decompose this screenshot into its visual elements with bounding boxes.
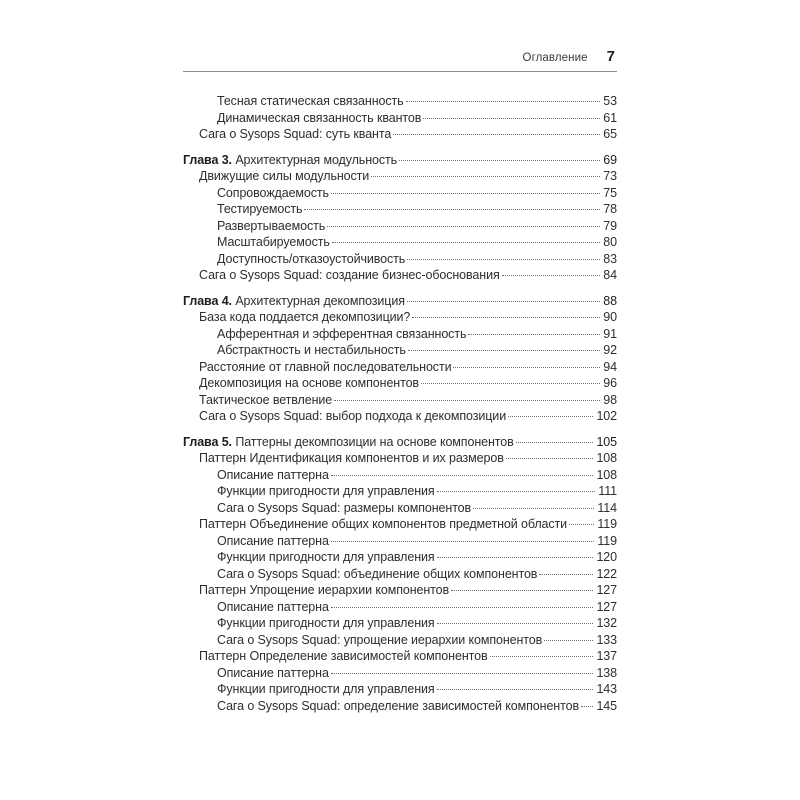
dot-leader	[437, 689, 594, 690]
toc-section	[183, 93, 617, 143]
dot-leader	[423, 118, 600, 119]
toc-entry-title: Описание паттерна	[217, 665, 329, 680]
toc-entry-chapter-label: Глава 5.	[183, 434, 236, 449]
toc-entry-page: 88	[603, 293, 617, 308]
dot-leader	[327, 226, 600, 227]
toc-entry-title: Паттерны декомпозиции на основе компонентов	[235, 434, 514, 449]
toc-entry	[183, 533, 617, 550]
toc-entry-page: 73	[603, 169, 617, 183]
toc-entry-title: База кода поддается декомпозиции?	[199, 310, 411, 324]
dot-leader	[437, 623, 594, 624]
dot-leader	[506, 458, 594, 459]
toc-entry	[183, 483, 617, 500]
toc-entry-page: 108	[596, 451, 617, 465]
dot-leader	[332, 242, 601, 243]
toc-section	[183, 152, 617, 284]
header-rule	[183, 71, 617, 72]
toc-entry-page: 143	[596, 682, 617, 696]
toc-entry	[183, 392, 617, 409]
toc-entry-page: 69	[603, 152, 617, 167]
toc-entry	[183, 326, 617, 343]
toc-entry	[183, 632, 617, 649]
page-content	[183, 48, 617, 714]
dot-leader	[468, 334, 600, 335]
toc-entry-page: 127	[596, 599, 617, 614]
dot-leader	[581, 706, 593, 707]
dot-leader	[371, 176, 600, 177]
toc-entry-title: Сага о Sysops Squad: размеры компонентов	[217, 500, 472, 515]
toc-entry-page: 127	[596, 583, 617, 597]
toc-entry-title: Архитектурная декомпозиция	[235, 293, 405, 308]
dot-leader	[451, 590, 593, 591]
toc-entry-page: 79	[603, 218, 617, 233]
toc-entry-page: 94	[603, 359, 617, 374]
dot-leader	[331, 541, 595, 542]
toc-entry	[183, 93, 617, 110]
toc-entry-page: 138	[596, 665, 617, 680]
toc-entry-title: Сага о Sysops Squad: объединение общих компонентов	[217, 566, 538, 581]
toc-entry-title: Паттерн Определение зависимостей компонентов	[199, 649, 488, 663]
toc-entry	[183, 408, 617, 425]
toc-entry	[183, 152, 617, 169]
dot-leader	[407, 259, 600, 260]
toc-entry-page: 119	[597, 533, 617, 548]
toc-entry-title: Функции пригодности для управления	[217, 484, 435, 498]
dot-leader	[331, 673, 594, 674]
toc-entry-title: Сага о Sysops Squad: выбор подхода к декомпозиции	[199, 409, 507, 423]
dot-leader	[569, 524, 594, 525]
toc-entry	[183, 251, 617, 268]
toc-entry-title: Паттерн Идентификация компонентов и их размеров	[199, 451, 504, 465]
toc-entry	[183, 375, 617, 392]
toc-entry	[183, 309, 617, 326]
toc-entry-page: 78	[603, 202, 617, 216]
toc-entry-page: 102	[596, 409, 617, 423]
toc-entry-chapter-label: Глава 4.	[183, 293, 236, 308]
toc-entry	[183, 566, 617, 583]
dot-leader	[437, 491, 596, 492]
dot-leader	[502, 275, 601, 276]
toc-entry-page: 119	[597, 517, 617, 531]
toc-entry-title: Сопровождаемость	[217, 185, 329, 200]
dot-leader	[304, 209, 600, 210]
dot-leader	[437, 557, 594, 558]
toc-entry-title: Декомпозиция на основе компонентов	[199, 376, 419, 390]
toc-entry-title: Паттерн Упрощение иерархии компонентов	[199, 583, 450, 597]
toc-entry	[183, 201, 617, 218]
dot-leader	[516, 442, 594, 443]
toc-entry-title: Абстрактность и нестабильность	[217, 343, 406, 357]
toc-entry	[183, 267, 617, 284]
dot-leader	[473, 508, 594, 509]
dot-leader	[412, 317, 600, 318]
toc-entry	[183, 168, 617, 185]
dot-leader	[539, 574, 593, 575]
toc-section	[183, 434, 617, 715]
toc-entry	[183, 434, 617, 451]
toc-entry-chapter-label: Глава 3.	[183, 152, 236, 167]
toc-entry-page: 98	[603, 392, 617, 407]
toc-entry-page: 114	[597, 500, 617, 515]
toc-entry-page: 108	[596, 467, 617, 482]
toc-entry	[183, 467, 617, 484]
dot-leader	[408, 350, 601, 351]
toc-entry-title: Афферентная и эфферентная связанность	[217, 326, 467, 341]
toc-entry	[183, 293, 617, 310]
dot-leader	[393, 134, 600, 135]
toc-entry	[183, 218, 617, 235]
toc-entry	[183, 516, 617, 533]
toc-entry-page: 90	[603, 310, 617, 324]
toc-entry-title: Архитектурная модульность	[235, 152, 398, 167]
toc-entry-title: Функции пригодности для управления	[217, 682, 435, 696]
toc-entry-page: 145	[596, 698, 617, 713]
toc-entry-title: Функции пригодности для управления	[217, 616, 435, 630]
toc-entry	[183, 681, 617, 698]
toc-entry-title: Тесная статическая связанность	[217, 94, 404, 108]
page-number: 7	[606, 48, 615, 65]
dot-leader	[490, 656, 594, 657]
toc-entry-page: 133	[596, 632, 617, 647]
toc-entry-page: 91	[603, 326, 617, 341]
toc-entry	[183, 698, 617, 715]
toc-entry-title: Сага о Sysops Squad: определение зависимостей компонентов	[217, 698, 579, 713]
toc-entry-page: 137	[596, 649, 617, 663]
toc-entry	[183, 185, 617, 202]
toc-entry-title: Описание паттерна	[217, 533, 329, 548]
toc-entry-page: 53	[603, 94, 617, 108]
toc-entry-title: Динамическая связанность квантов	[217, 110, 422, 125]
toc-entry-page: 96	[603, 376, 617, 390]
toc-entry-page: 122	[596, 566, 617, 581]
toc-entry-title: Масштабируемость	[217, 235, 330, 249]
toc-entry-title: Тестируемость	[217, 202, 303, 216]
toc-entry-title: Тактическое ветвление	[199, 392, 333, 407]
toc-entry	[183, 582, 617, 599]
toc-entry-title: Сага о Sysops Squad: создание бизнес-обоснования	[199, 268, 500, 282]
toc-entry-page: 84	[603, 268, 617, 282]
toc-entry	[183, 234, 617, 251]
dot-leader	[334, 400, 600, 401]
toc-entry	[183, 126, 617, 143]
toc-entry-page: 61	[603, 110, 617, 125]
toc-entry-title: Расстояние от главной последовательности	[199, 359, 452, 374]
toc-entry-title: Описание паттерна	[217, 467, 329, 482]
toc-entry	[183, 359, 617, 376]
dot-leader	[331, 607, 594, 608]
dot-leader	[544, 640, 593, 641]
toc-entry-page: 132	[596, 616, 617, 630]
toc-entry-page: 105	[596, 434, 617, 449]
toc-entry-title: Описание паттерна	[217, 599, 329, 614]
toc-entry-page: 83	[603, 251, 617, 266]
toc-entry-title: Движущие силы модульности	[199, 169, 370, 183]
toc-entry	[183, 648, 617, 665]
toc-entry-title: Сага о Sysops Squad: упрощение иерархии компонентов	[217, 632, 543, 647]
dot-leader	[406, 101, 601, 102]
toc-list	[183, 93, 617, 714]
toc-entry-title: Функции пригодности для управления	[217, 550, 435, 564]
toc-entry	[183, 599, 617, 616]
dot-leader	[331, 475, 594, 476]
toc-entry	[183, 500, 617, 517]
toc-entry-title: Паттерн Объединение общих компонентов предметной области	[199, 517, 568, 531]
toc-entry	[183, 110, 617, 127]
toc-entry-page: 75	[603, 185, 617, 200]
toc-entry-title: Сага о Sysops Squad: суть кванта	[199, 127, 392, 141]
dot-leader	[399, 160, 600, 161]
dot-leader	[508, 416, 593, 417]
toc-entry-page: 92	[603, 343, 617, 357]
running-head: Оглавление	[522, 52, 588, 64]
toc-entry-page: 65	[603, 127, 617, 141]
toc-entry	[183, 549, 617, 566]
page-header	[183, 48, 617, 65]
toc-entry-title: Развертываемость	[217, 218, 326, 233]
dot-leader	[421, 383, 600, 384]
dot-leader	[453, 367, 600, 368]
toc-entry	[183, 665, 617, 682]
toc-entry-page: 80	[603, 235, 617, 249]
toc-entry-page: 111	[598, 484, 617, 498]
dot-leader	[407, 301, 600, 302]
dot-leader	[331, 193, 600, 194]
toc-entry	[183, 450, 617, 467]
toc-entry	[183, 615, 617, 632]
toc-entry	[183, 342, 617, 359]
toc-entry-title: Доступность/отказоустойчивость	[217, 251, 406, 266]
toc-entry-page: 120	[596, 550, 617, 564]
toc-section	[183, 293, 617, 425]
